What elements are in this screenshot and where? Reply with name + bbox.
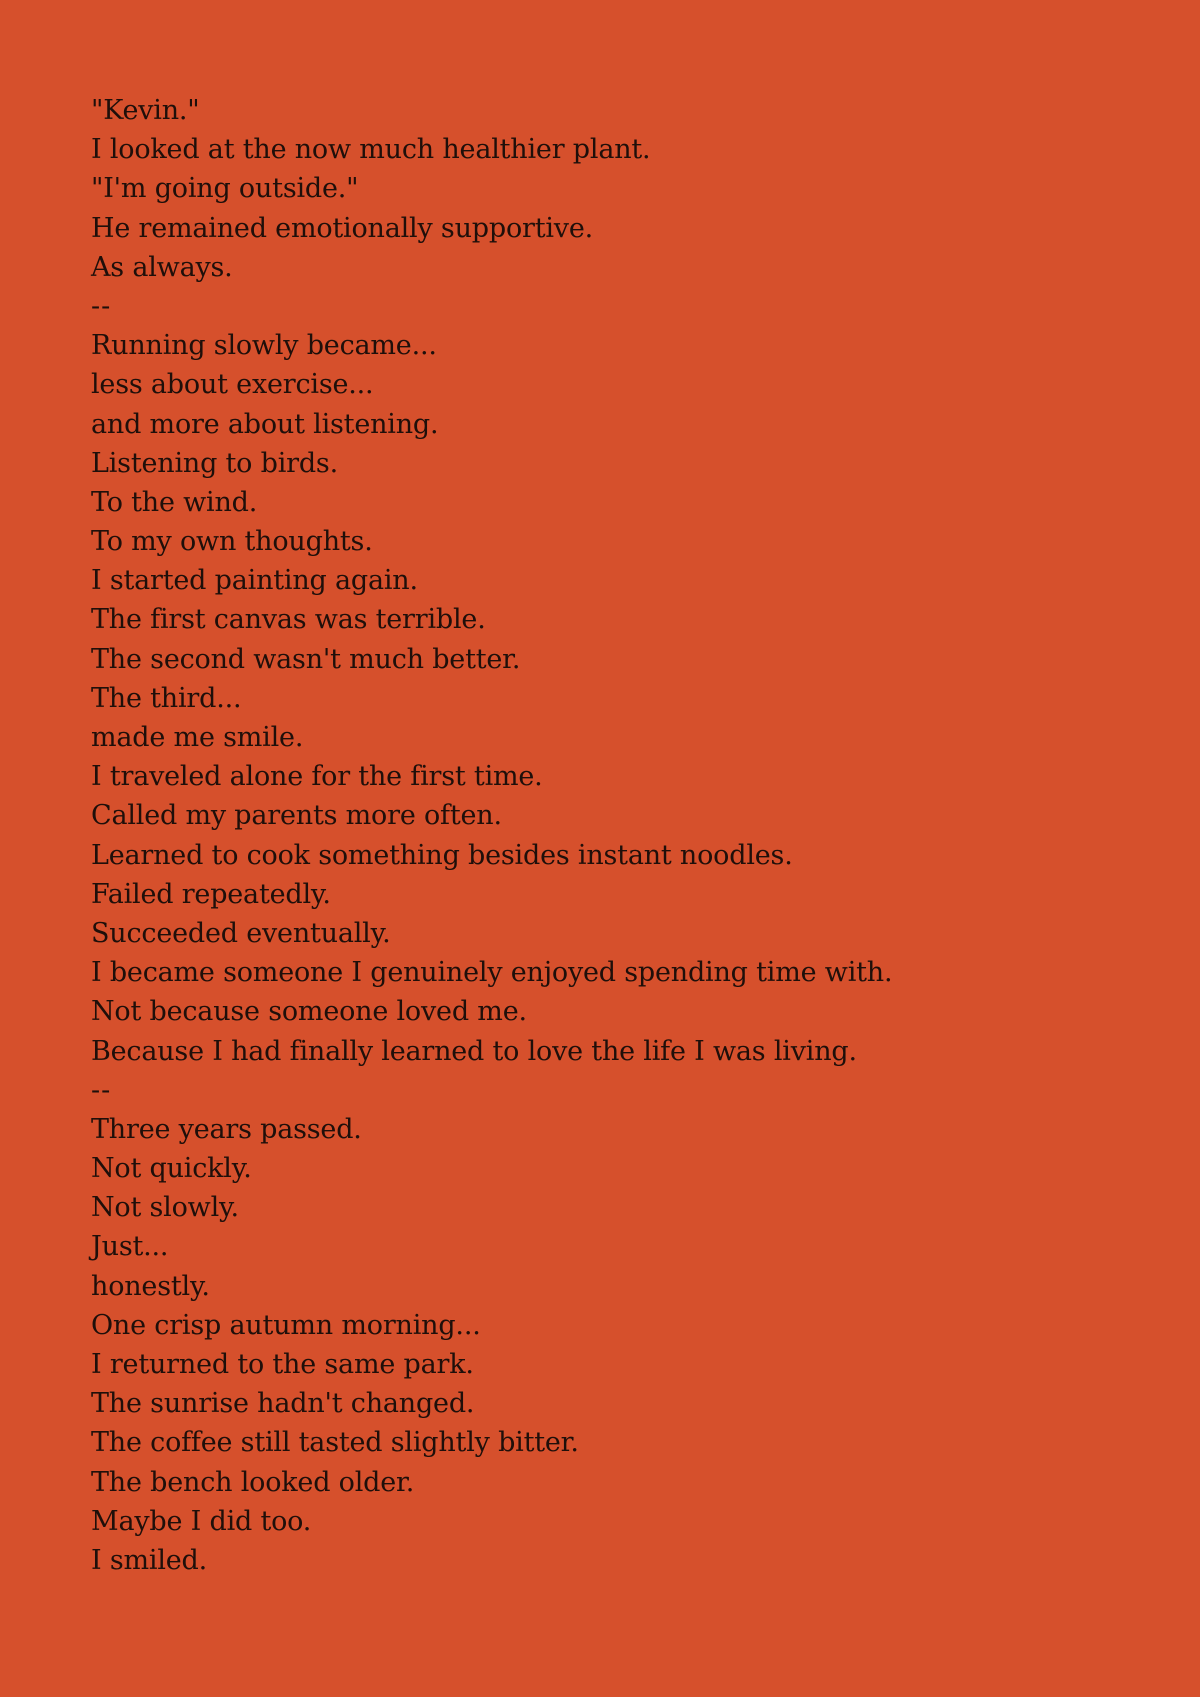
text-line: I became someone I genuinely enjoyed spending time with. <box>91 957 893 989</box>
text-line: Not slowly. <box>91 1192 239 1224</box>
text-line: Just... <box>91 1231 169 1263</box>
text-line: Called my parents more often. <box>91 800 502 832</box>
text-line: "I'm going outside." <box>91 173 359 205</box>
text-line: The sunrise hadn't changed. <box>91 1388 475 1420</box>
text-line: The bench looked older. <box>91 1466 415 1498</box>
text-line: I looked at the now much healthier plant. <box>91 134 651 166</box>
text-line: Running slowly became... <box>91 330 437 362</box>
text-line: Failed repeatedly. <box>91 878 331 910</box>
text-line: I traveled alone for the first time. <box>91 761 543 793</box>
document-page <box>91 91 1111 1580</box>
text-line: To the wind. <box>91 486 258 518</box>
text-line: made me smile. <box>91 722 304 753</box>
section-divider: -- <box>91 290 112 322</box>
text-line: To my own thoughts. <box>91 526 373 558</box>
text-line: As always. <box>91 251 233 283</box>
text-line: The coffee still tasted slightly bitter. <box>91 1427 579 1459</box>
text-line: and more about listening. <box>91 408 439 440</box>
text-line: Not quickly. <box>91 1153 252 1185</box>
text-line: The third... <box>91 682 242 714</box>
text-line: Not because someone loved me. <box>91 996 527 1028</box>
text-line: The first canvas was terrible. <box>91 604 486 636</box>
text-line: Three years passed. <box>91 1113 362 1145</box>
text-line: I returned to the same park. <box>91 1349 474 1380</box>
text-line: I started painting again. <box>91 565 418 597</box>
text-line: The second wasn't much better. <box>91 643 521 675</box>
text-line: Because I had finally learned to love the life I was living. <box>91 1035 857 1067</box>
section-divider: -- <box>91 1074 112 1106</box>
text-line: One crisp autumn morning... <box>91 1309 481 1341</box>
text-line: I smiled. <box>91 1544 208 1576</box>
text-line: Listening to birds. <box>91 447 338 479</box>
text-line: less about exercise... <box>91 369 374 401</box>
text-line: Learned to cook something besides instant noodles. <box>91 839 793 871</box>
text-line: Maybe I did too. <box>91 1505 312 1537</box>
text-line: "Kevin." <box>91 95 200 126</box>
text-line: He remained emotionally supportive. <box>91 212 594 244</box>
text-line: Succeeded eventually. <box>91 917 391 949</box>
text-line: honestly. <box>91 1270 210 1302</box>
